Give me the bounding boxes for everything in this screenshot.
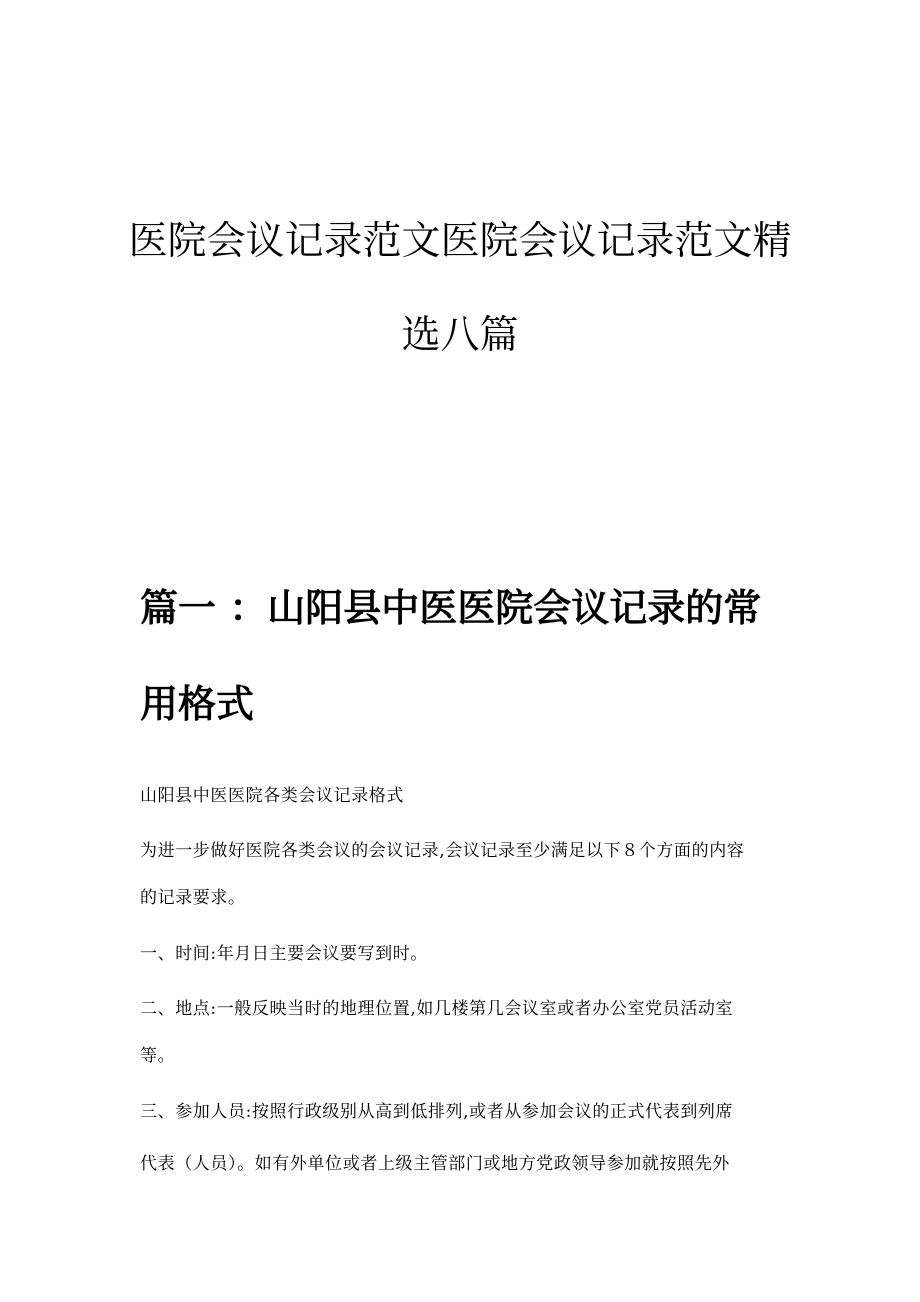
- paragraph-line-7: 三、参加人员:按照行政级别从高到低排列,或者从参加会议的正式代表到列席: [140, 1102, 734, 1122]
- document-title-line-1: 医院会议记录范文医院会议记录范文精: [128, 219, 792, 264]
- paragraph-line-5: 二、地点:一般反映当时的地理位置,如几楼第几会议室或者办公室党员活动室: [140, 999, 734, 1019]
- paragraph-line-4: 一、时间:年月日主要会议要写到时。: [140, 944, 428, 964]
- section-heading-line-2: 用格式: [140, 682, 255, 726]
- paragraph-line-8: 代表（人员）。如有外单位或者上级主管部门或地方党政领导参加就按照先外: [140, 1154, 730, 1174]
- paragraph-line-2: 为进一步做好医院各类会议的会议记录,会议记录至少满足以下８个方面的内容: [140, 841, 745, 861]
- section-heading-line-1: 篇一 ：山阳县中医医院会议记录的常: [140, 586, 762, 630]
- paragraph-line-6: 等。: [140, 1046, 176, 1066]
- paragraph-line-3: 的记录要求。: [140, 888, 246, 908]
- document-title-line-2: 选八篇: [401, 313, 519, 358]
- paragraph-line-1: 山阳县中医医院各类会议记录格式: [140, 786, 404, 806]
